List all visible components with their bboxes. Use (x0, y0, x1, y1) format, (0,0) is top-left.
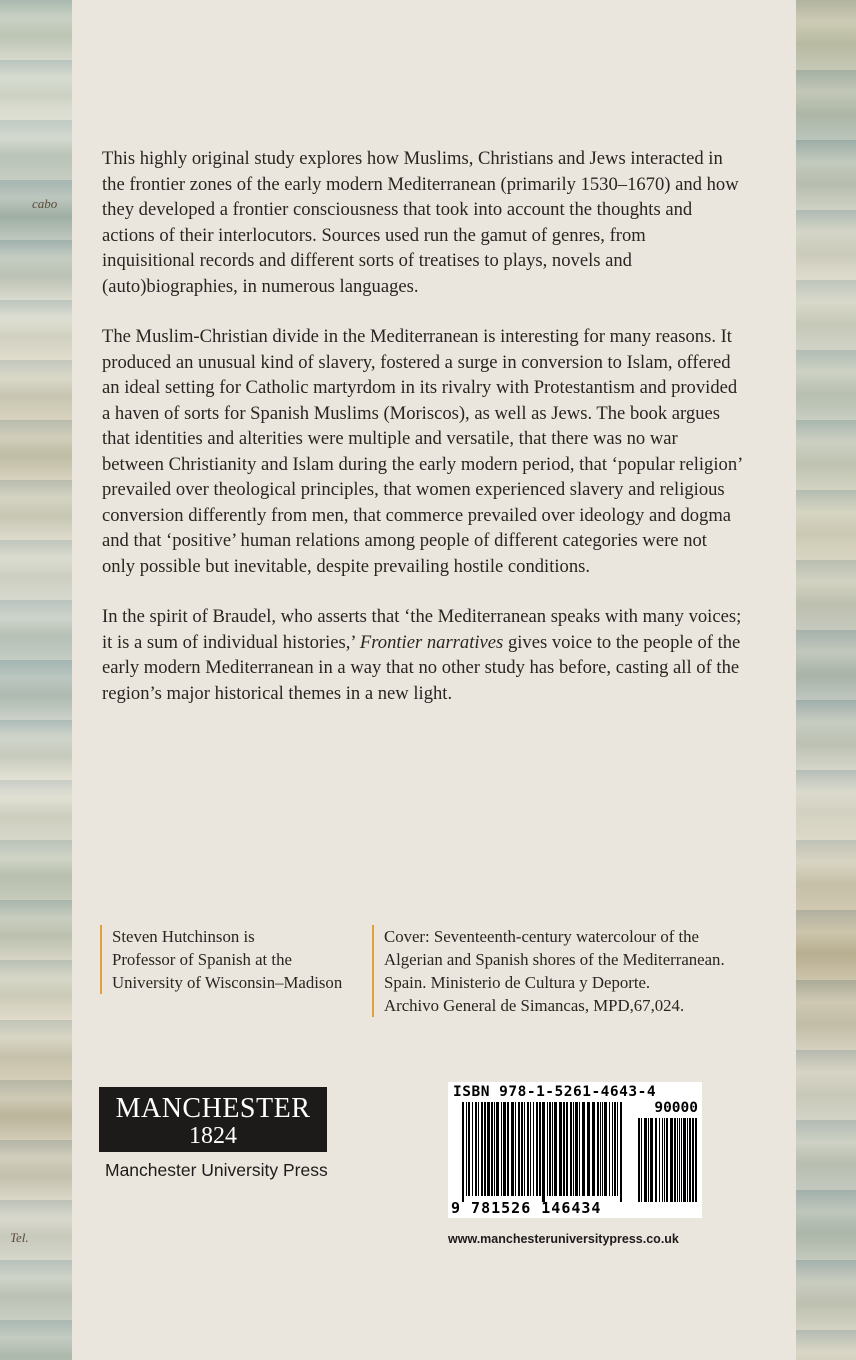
barcode-addon: 90000 (654, 1100, 698, 1116)
barcode-bar (481, 1102, 483, 1196)
barcode-bar (496, 1102, 499, 1196)
barcode-bar (501, 1102, 502, 1196)
author-note-line: Professor of Spanish at the (112, 950, 292, 969)
barcode-bar (597, 1102, 599, 1196)
barcode-addon-bar (689, 1118, 691, 1202)
barcode-addon-bar (666, 1118, 668, 1202)
blurb-paragraph-3 (102, 604, 742, 706)
barcode-addon-bar (655, 1118, 657, 1202)
cover-credit-line: Cover: Seventeenth-century watercolour of the (384, 927, 699, 946)
barcode-bar (563, 1102, 565, 1196)
barcode-addon-bar (670, 1118, 673, 1202)
cover-credit (372, 925, 725, 1017)
barcode-bar (617, 1102, 618, 1196)
barcode-bar (511, 1102, 514, 1196)
barcode-bar (559, 1102, 562, 1196)
barcode-addon-bar (664, 1118, 665, 1202)
left-map-strip (0, 0, 72, 1360)
barcode-addon-bar (692, 1118, 694, 1202)
barcode-bar (524, 1102, 525, 1196)
barcode-bar (503, 1102, 506, 1196)
barcode-addon-bar (695, 1118, 697, 1202)
barcode-addon-bar (679, 1118, 680, 1202)
barcode-bar (570, 1102, 572, 1196)
barcode-bar (604, 1102, 607, 1196)
barcode-addon-bar (638, 1118, 640, 1202)
barcode-bar (592, 1102, 595, 1196)
cover-credit-line: Algerian and Spanish shores of the Mediterranean. (384, 950, 725, 969)
barcode-bar (466, 1102, 467, 1196)
barcode-addon-bar (650, 1118, 653, 1202)
publisher-name: Manchester University Press (105, 1160, 328, 1180)
barcode-bar (539, 1102, 541, 1196)
barcode-bar (487, 1102, 490, 1196)
map-label-cabo: cabo (32, 196, 58, 211)
blurb (102, 146, 742, 731)
blurb-paragraph-1: This highly original study explores how Muslims, Christians and Jews interacted in the frontier zones of the early modern Mediterranean (primarily 1530–1670) and how they developed a frontier consciousness that took into account the thoughts and actions of their interlocutors. Sources used run the gamut of genres, from inquisitional records and different sorts of treatises to plays, novels and (auto)biographies, in numerous languages. (102, 148, 739, 297)
barcode-bar (579, 1102, 580, 1196)
barcode-bar (566, 1102, 568, 1196)
barcode-bar (536, 1102, 538, 1196)
barcode-addon-bar (662, 1118, 663, 1202)
barcode-bar (620, 1102, 622, 1202)
isbn-barcode (448, 1082, 702, 1218)
isbn-label: ISBN 978-1-5261-4643-4 (453, 1084, 657, 1100)
barcode-bar (582, 1102, 585, 1196)
barcode-bar (533, 1102, 534, 1196)
barcode-bar (600, 1102, 601, 1196)
barcode-bar (507, 1102, 509, 1196)
blurb-paragraph-3-start: In the spirit of Braudel, who asserts that ‘the Mediterranean speaks with many voices; it is a sum of individual histories,’ (102, 606, 742, 653)
barcode-addon-bar (683, 1118, 686, 1202)
barcode-bar (547, 1102, 548, 1196)
author-note (100, 925, 342, 994)
barcode-bar (521, 1102, 523, 1196)
barcode-bar (552, 1102, 553, 1196)
barcode-bar (549, 1102, 551, 1196)
publisher-url: www.manchesteruniversitypress.co.uk (448, 1232, 679, 1246)
barcode-bar (491, 1102, 493, 1196)
barcode-addon-bar (648, 1118, 649, 1202)
publisher-logo (99, 1087, 327, 1152)
barcode-bar (462, 1102, 464, 1202)
barcode-bar (475, 1102, 477, 1196)
barcode-bar (614, 1102, 616, 1196)
barcode-addon-bar (659, 1118, 660, 1202)
barcode-bar (518, 1102, 520, 1196)
barcode-bar (530, 1102, 531, 1196)
author-note-line: Steven Hutchinson is (112, 927, 255, 946)
blurb-paragraph-2: The Muslim-Christian divide in the Mediterranean is interesting for many reasons. It produced an unusual kind of slavery, fostered a surge in conversion to Islam, offered an ideal setting for Catholic martyrdom in its rivalry with Protestantism and provided a haven of sorts for Spanish Muslims (Moriscos), as well as Jews. The book argues that identities and alterities were multiple and versatile, that there was no war between Christianity and Islam during the early modern period, that ‘popular religion’ prevailed over theological principles, that women experienced slavery and religious conversion differently from men, that commerce prevailed over ideology and dogma and that ‘positive’ human relations among people of different categories were not only possible but inevitable, despite prevailing hostile conditions. (102, 326, 742, 577)
barcode-bar (602, 1102, 603, 1196)
barcode-bar (609, 1102, 610, 1196)
barcode-addon-bar (681, 1118, 682, 1202)
map-label-tel: Tel. (10, 1230, 29, 1245)
barcode-digits: 9 781526 146434 (451, 1199, 602, 1217)
barcode-bar (575, 1102, 578, 1196)
barcode-bar (478, 1102, 479, 1196)
barcode-bar (554, 1102, 557, 1196)
barcode-bar (484, 1102, 486, 1196)
logo-wordmark: MANCHESTER (115, 1093, 311, 1124)
barcode-bar (468, 1102, 470, 1196)
right-map-strip (796, 0, 856, 1360)
barcode-addon-bar (677, 1118, 678, 1202)
book-title-italic: Frontier narratives (359, 631, 504, 653)
cover-credit-line: Spain. Ministerio de Cultura y Deporte. (384, 973, 651, 992)
barcode-bar (494, 1102, 495, 1196)
cover-credit-line: Archivo General de Simancas, MPD,67,024. (384, 996, 685, 1015)
barcode-addon-bar (644, 1118, 647, 1202)
barcode-bar (472, 1102, 473, 1196)
barcode-addon-bar (687, 1118, 688, 1202)
barcode-bar (573, 1102, 574, 1196)
barcode-bar (587, 1102, 590, 1196)
author-note-line: University of Wisconsin–Madison (112, 973, 343, 992)
barcode-addon-bar (641, 1118, 642, 1202)
barcode-bar (612, 1102, 613, 1196)
blurb-paragraph-3-end: gives voice to the people of the early modern Mediterranean in a way that no other study has before, casting all of the region’s major historical themes in a new light. (102, 631, 741, 704)
barcode-addon-bar (674, 1118, 676, 1202)
logo-year: 1824 (189, 1123, 237, 1149)
barcode-bar (542, 1102, 545, 1202)
barcode-bar (527, 1102, 529, 1196)
barcode-bar (515, 1102, 516, 1196)
